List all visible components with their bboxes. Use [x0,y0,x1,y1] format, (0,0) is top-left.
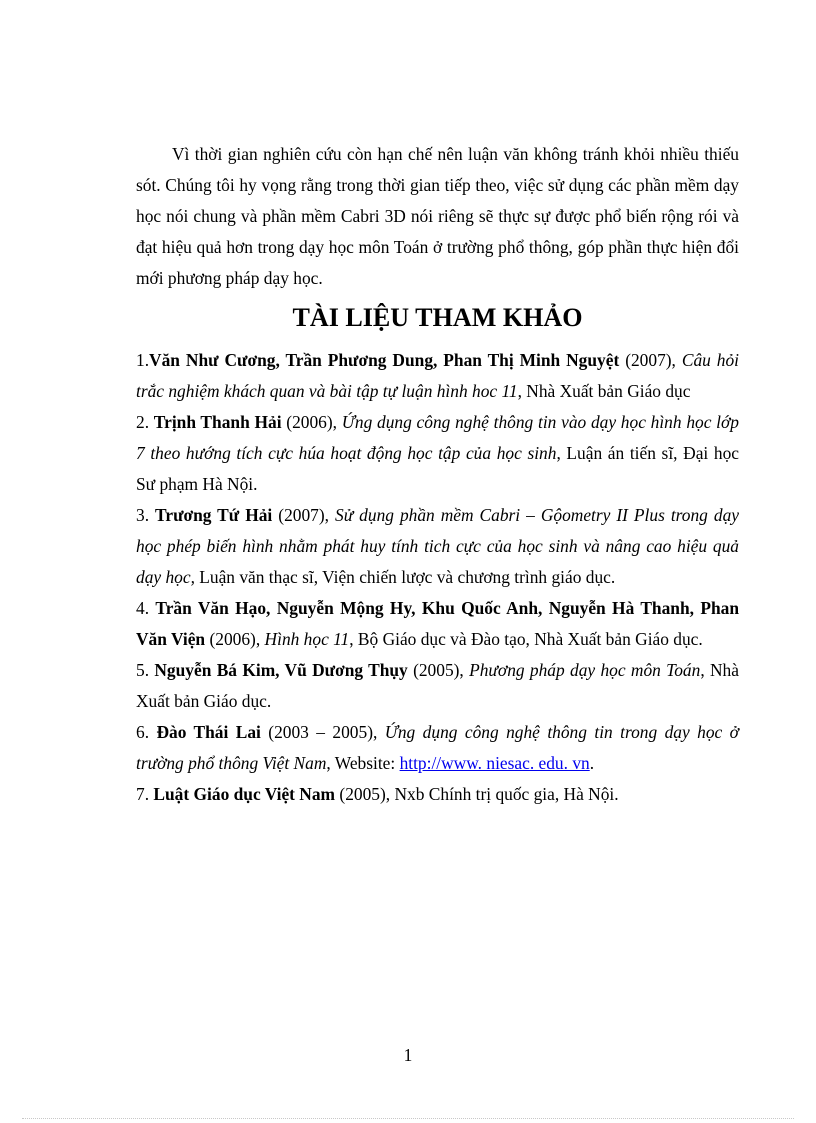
website-link[interactable]: http://www. niesac. edu. vn [399,753,590,773]
reference-number: 5. [136,660,150,680]
reference-authors: Luật Giáo dục Việt Nam [153,784,336,804]
reference-year: (2005), [339,784,391,804]
reference-number: 4. [136,598,150,618]
page-number: 1 [403,1045,413,1065]
reference-publisher: , Luận án tiến sĩ, Đại học Sư phạm Hà Nội. [136,443,739,494]
page-content [136,139,739,810]
reference-authors: Đào Thái Lai [156,722,261,742]
reference-authors: Trần Văn Hạo, Nguyễn Mộng Hy, Khu Quốc Anh, Nguyễn Hà Thanh, Phan Văn Viện [136,598,739,649]
reference-publisher: Luận văn thạc sĩ, Viện chiến lược và chương trình giáo dục. [194,567,616,587]
reference-number: 2. [136,412,150,432]
reference-item-5 [136,655,739,717]
reference-year: (2005), [413,660,464,680]
reference-publisher: , Nhà Xuất bản Giáo dục. [136,660,739,711]
reference-year: (2006), [286,412,338,432]
reference-authors: Nguyễn Bá Kim, Vũ Dương Thụy [154,660,408,680]
references-heading: TÀI LIỆU THAM KHẢO [292,303,583,332]
reference-publisher: , Nhà Xuất bản Giáo dục [517,381,691,401]
page-break-divider [22,1118,794,1119]
intro-paragraph: Vì thời gian nghiên cứu còn hạn chế nên luận văn không tránh khỏi nhiều thiếu sót. Chúng tôi hy vọng rằng trong thời gian tiếp theo, việc sử dụng các phần mềm dạy học nói chung và phần mềm Cabri 3D nói riêng sẽ thực sự được phổ biến rộng rói và đạt hiệu quả hơn trong dạy học môn Toán ở trường phổ thông, góp phần thực hiện đổi mới phương pháp dạy học. [136,144,739,288]
reference-item-2 [136,407,739,500]
reference-authors: Văn Như Cương, Trần Phương Dung, Phan Thị Minh Nguyệt [149,350,620,370]
reference-publisher: , Bộ Giáo dục và Đào tạo, Nhà Xuất bản Giáo dục. [349,629,703,649]
reference-year: (2007), [625,350,676,370]
reference-number: 3. [136,505,150,525]
reference-year: (2006), [209,629,261,649]
reference-publisher: , Website: [326,753,400,773]
reference-item-6 [136,717,739,779]
reference-authors: Trương Tứ Hải [155,505,273,525]
reference-publisher: Nxb Chính trị quốc gia, Hà Nội. [390,784,619,804]
reference-number: 7. [136,784,150,804]
reference-item-4 [136,593,739,655]
reference-item-3 [136,500,739,593]
reference-title: Ứng dụng công nghệ thông tin trong dạy học ở trường phổ thông Việt Nam [136,722,739,773]
reference-year: (2003 – 2005), [268,722,378,742]
reference-item-7 [136,779,739,810]
reference-item-1 [136,345,739,407]
reference-end-punct: . [589,753,595,773]
reference-title: Phương pháp dạy học môn Toán [469,660,701,680]
reference-authors: Trịnh Thanh Hải [153,412,282,432]
reference-title: Sử dụng phần mềm Cabri – Gộometry II Plus trong dạy học phép biến hình nhằm phát huy tính tich cực của học sinh và nâng cao hiệu quả dạy học, [136,505,739,587]
reference-number: 6. [136,722,150,742]
reference-title: Ứng dụng công nghệ thông tin vào dạy học hình học lớp 7 theo hướng tích cực húa hoạt động học tập của học sinh [136,412,739,463]
reference-title: Câu hỏi trắc nghiệm khách quan và bài tập tự luận hình hoc 11 [136,350,739,401]
reference-year: (2007), [278,505,329,525]
reference-title: Hình học 11 [264,629,350,649]
reference-number: 1. [136,350,150,370]
